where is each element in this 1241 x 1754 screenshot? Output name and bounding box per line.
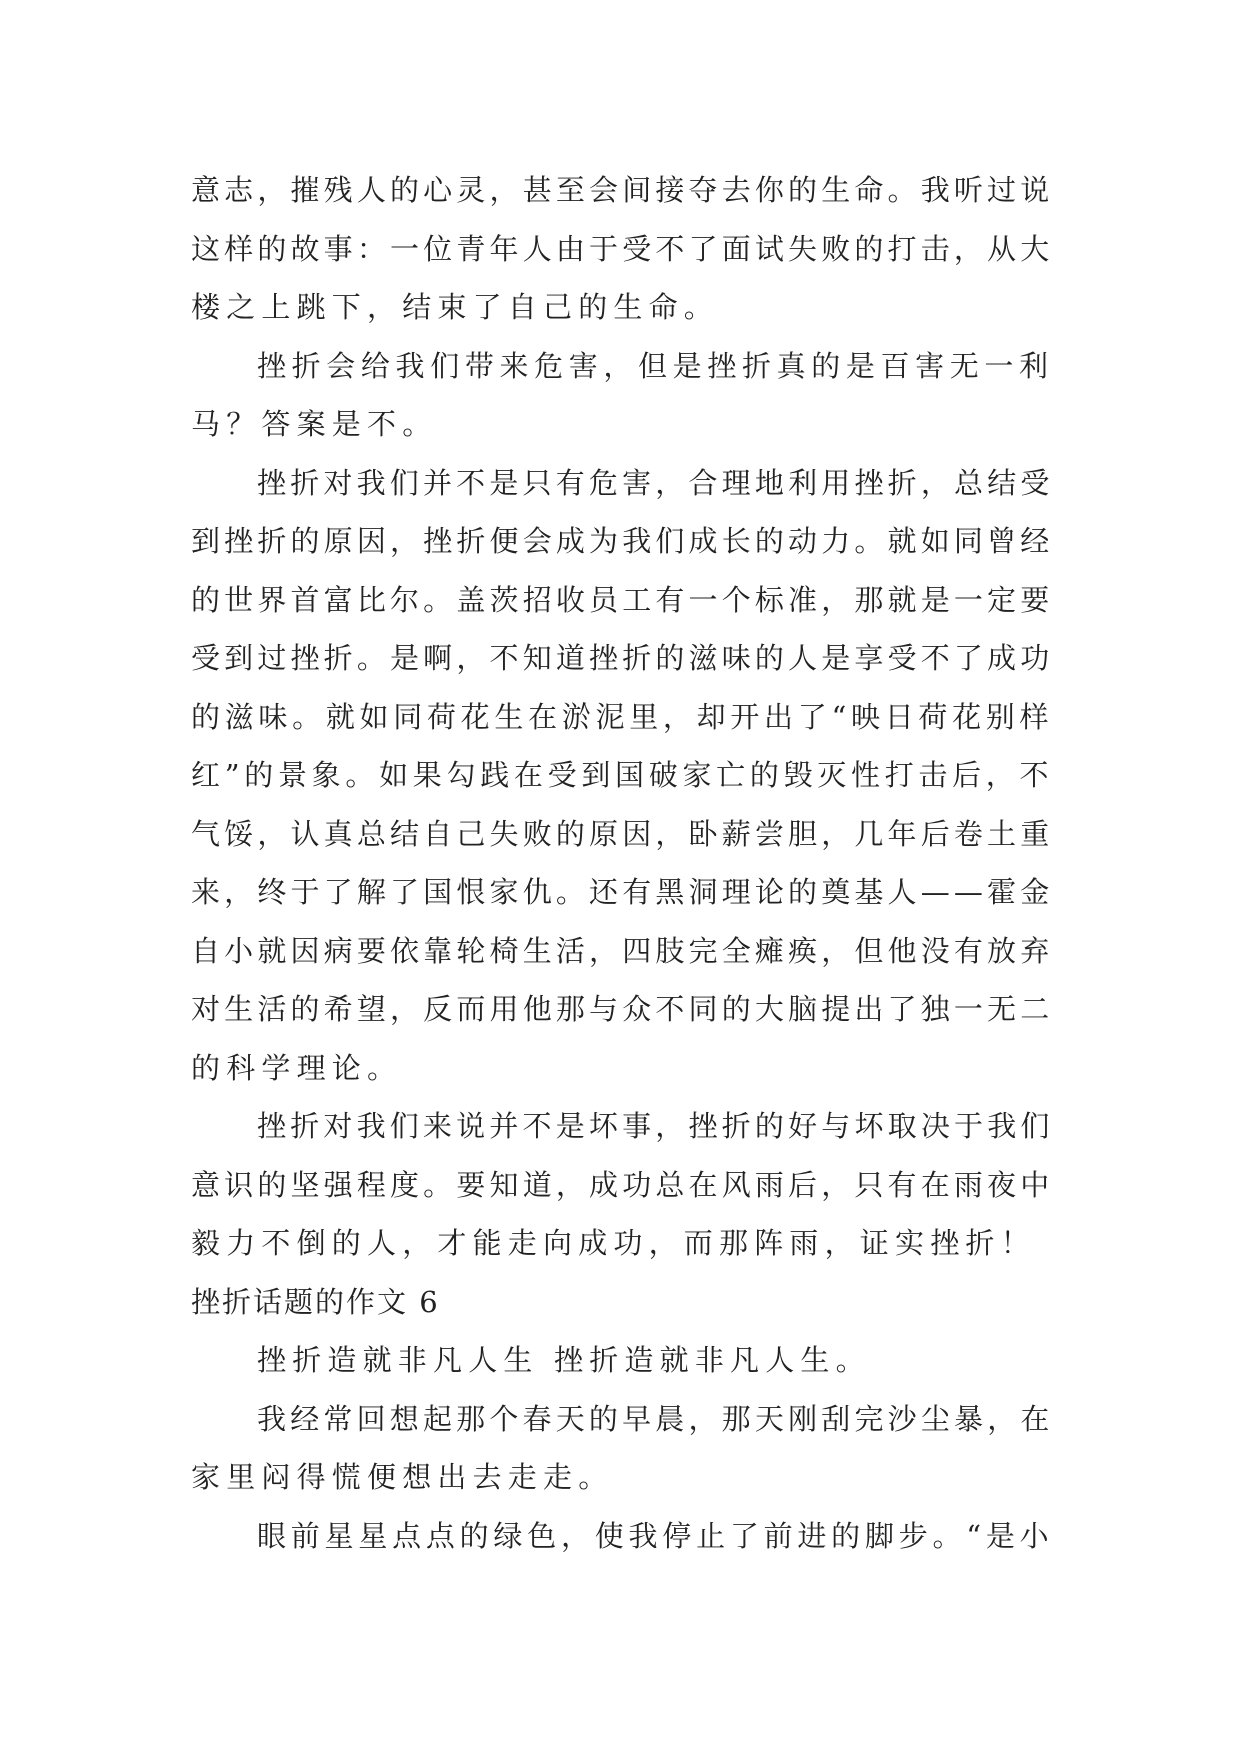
text-line: 家里闷得慌便想出去走走。 (191, 1460, 614, 1494)
text-line: 气馁，认真总结自己失败的原因，卧薪尝胆，几年后卷土重 (191, 816, 1054, 851)
text-line: 对生活的希望，反而用他那与众不同的大脑提出了独一无二 (191, 992, 1054, 1026)
text-line: 马？答案是不。 (191, 407, 438, 441)
text-line: 挫折会给我们带来危害，但是挫折真的是百害无一利 (257, 348, 1054, 383)
text-line: 毅力不倒的人，才能走向成功，而那阵雨，证实挫折！ (191, 1226, 1036, 1260)
text-line: 我经常回想起那个春天的早晨，那天刚刮完沙尘暴，在 (257, 1401, 1054, 1436)
text-line: 眼前星星点点的绿色，使我停止了前进的脚步。“是小 (257, 1518, 1054, 1553)
text-line: 意识的坚强程度。要知道，成功总在风雨后，只有在雨夜中 (191, 1167, 1054, 1202)
text-line: 挫折造就非凡人生 挫折造就非凡人生。 (257, 1343, 871, 1377)
text-line: 到挫折的原因，挫折便会成为我们成长的动力。就如同曾经 (191, 524, 1054, 558)
text-line: 的世界首富比尔。盖茨招收员工有一个标准，那就是一定要 (191, 582, 1054, 617)
text-line: 的科学理论。 (191, 1050, 403, 1085)
text-line: 意志，摧残人的心灵，甚至会间接夺去你的生命。我听过说 (191, 173, 1054, 207)
text-line: 楼之上跳下，结束了自己的生命。 (191, 290, 720, 324)
document-body (191, 161, 1061, 1565)
text-line: 红”的景象。如果勾践在受到国破家亡的毁灭性打击后，不 (191, 758, 1054, 792)
text-line: 挫折对我们来说并不是坏事，挫折的好与坏取决于我们 (257, 1109, 1054, 1143)
text-line: 挫折对我们并不是只有危害，合理地利用挫折，总结受 (257, 465, 1054, 500)
text-line: 受到过挫折。是啊，不知道挫折的滋味的人是享受不了成功 (191, 641, 1054, 675)
text-line: 这样的故事：一位青年人由于受不了面试失败的打击，从大 (191, 231, 1054, 266)
text-line: 自小就因病要依靠轮椅生活，四肢完全瘫痪，但他没有放弃 (191, 933, 1054, 968)
text-line: 来，终于了解了国恨家仇。还有黑洞理论的奠基人——霍金 (191, 875, 1054, 909)
section-heading: 挫折话题的作文 6 (191, 1284, 440, 1319)
text-line: 的滋味。就如同荷花生在淤泥里，却开出了“映日荷花别样 (191, 699, 1054, 734)
